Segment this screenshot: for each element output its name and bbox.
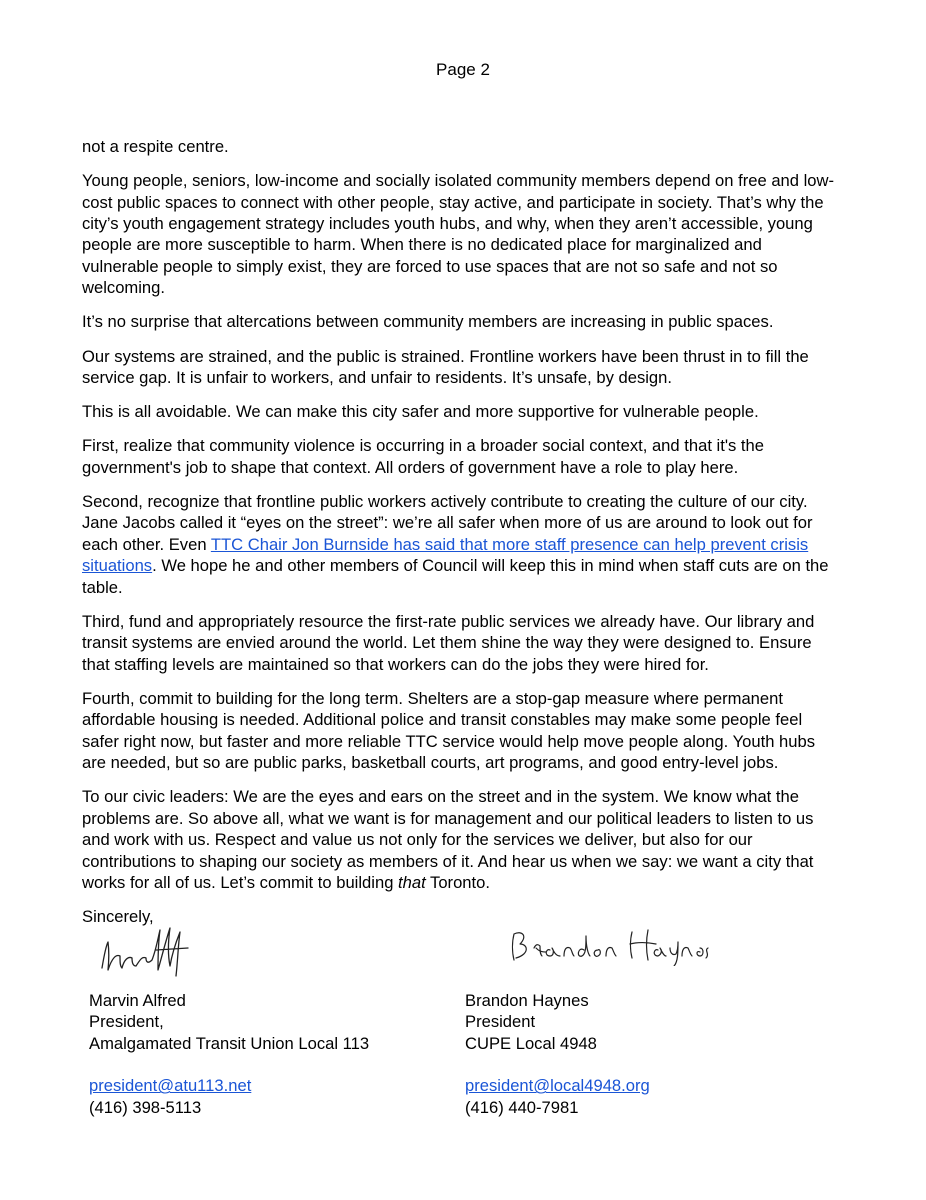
signatory-title: President (465, 1012, 536, 1032)
paragraph-3: It’s no surprise that altercations between community members are increasing in public spaces. (82, 312, 774, 332)
paragraph-9: Fourth, commit to building for the long term. Shelters are a stop-gap measure where permanent affordable housing is needed. Additional police and transit constables may make some people feel safer right now, but faster and more reliable TTC service would help move people along. Youth hubs are needed, but so are public parks, basketball courts, art programs, and good entry-level jobs. (82, 688, 816, 773)
signature-marvin-alfred (96, 920, 206, 980)
signatory-organization: Amalgamated Transit Union Local 113 (89, 1033, 370, 1053)
signature-block-right (465, 990, 650, 1118)
paragraph-10-text-start: To our civic leaders: We are the eyes and ears on the street and in the system. We know what the problems are. So above all, what we want is for management and our political leaders to listen to us and work with us. Respect and value us not only for the services we deliver, but also for our contributions to shaping our society as members of it. And hear us when we say: we want a city that works for all of us. Let’s commit to building (82, 787, 814, 892)
phone-number: (416) 398-5113 (89, 1097, 202, 1117)
email-link[interactable]: president@atu113.net (89, 1076, 252, 1096)
paragraph-7-text-start: Second, recognize that frontline public workers actively contribute to creating the culture of our city. Jane Jacobs called it “eyes on the street”: we’re all safer when more of us are around to look out for each other. Even (82, 492, 813, 554)
signatory-name: Brandon Haynes (465, 991, 589, 1010)
paragraph-4: Our systems are strained, and the public is strained. Frontline workers have been thrust in to fill the service gap. It is unfair to workers, and unfair to residents. It’s unsafe, by design. (82, 346, 809, 388)
paragraph-5: This is all avoidable. We can make this city safer and more supportive for vulnerable people. (82, 402, 759, 422)
letter-body (82, 136, 842, 940)
email-link[interactable]: president@local4948.org (465, 1076, 650, 1096)
phone-number: (416) 440-7981 (465, 1097, 579, 1117)
signatory-name: Marvin Alfred (89, 991, 186, 1010)
signature-brandon-haynes (506, 922, 716, 966)
paragraph-2: Young people, seniors, low-income and socially isolated community members depend on free and low-cost public spaces to connect with other people, stay active, and participate in society. That’s why the city’s youth engagement strategy includes youth hubs, and why, when they aren’t accessible, young people are more susceptible to harm. When there is no dedicated place for marginalized and vulnerable people to simply exist, they are forced to use spaces that are not so safe and not so welcoming. (82, 171, 835, 298)
paragraph-7-text-end: . We hope he and other members of Council will keep this in mind when staff cuts are on the table. (82, 556, 829, 597)
paragraph-6: First, realize that community violence is occurring in a broader social context, and that it's the government's job to shape that context. All orders of government have a role to play here. (82, 436, 764, 477)
paragraph-10-text-end: Toronto. (425, 872, 490, 892)
signatory-title: President, (89, 1012, 164, 1032)
paragraph-10 (82, 786, 842, 893)
paragraph-1: not a respite centre. (82, 137, 229, 156)
closing: Sincerely, (82, 907, 154, 927)
signatory-organization: CUPE Local 4948 (465, 1033, 597, 1053)
page-number: Page 2 (436, 60, 490, 79)
burnside-quote-link[interactable]: TTC Chair Jon Burnside has said that more staff presence can help prevent crisis situations (82, 534, 809, 576)
emphasis-that: that (398, 872, 426, 892)
signature-block-left (89, 990, 369, 1118)
paragraph-8: Third, fund and appropriately resource the first-rate public services we already have. Our library and transit systems are envied around the world. Let them shine the way they were designed to. Ensure that staffing levels are maintained so that workers can do the jobs they were hired for. (82, 611, 815, 674)
paragraph-7 (82, 491, 842, 598)
